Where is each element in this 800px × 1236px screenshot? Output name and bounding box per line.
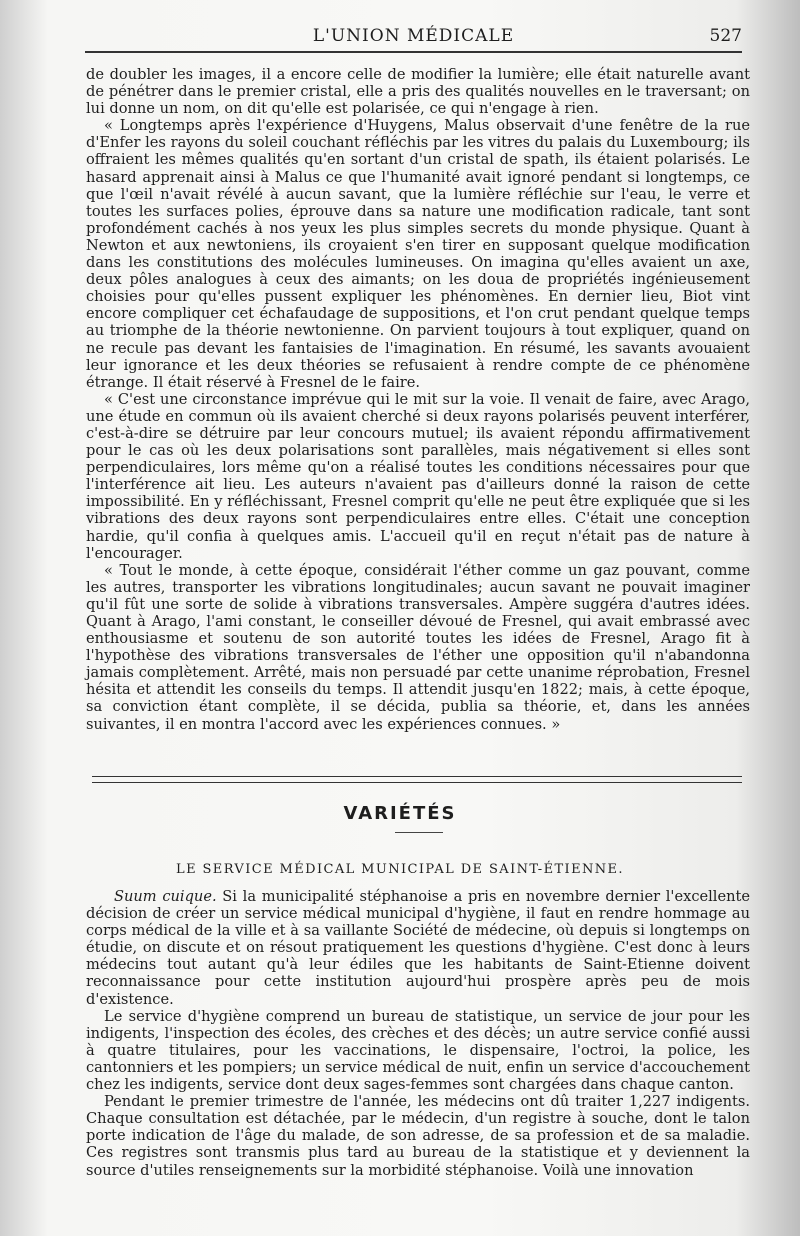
article-continuation	[86, 66, 750, 733]
section-divider	[92, 776, 742, 783]
lead-motto: Suum cuique.	[114, 888, 217, 905]
paragraph-text: Si la municipalité stéphanoise a pris en novembre dernier l'excellente décision de créer un service médical municipal d'hygiène, il faut en rendre hommage au corps médical de la ville et à sa vaillante Société de médecine, où depuis si longtemps on étudie, on discute et on résout pratiquement les questions d'hygiène. C'est donc à leurs médecins tout autant qu'à leur édiles que les habitants de Saint-Etienne doivent reconnaissance pour cette institution aujourd'hui prospère après peu de mois d'existence.	[86, 888, 750, 1008]
paragraph: « Tout le monde, à cette époque, considérait l'éther comme un gaz pouvant, comme les autres, transporter les vibrations longitudinales; aucun savant ne pouvait imaginer qu'il fût une sorte de solide à vibrations transversales. Ampère suggéra d'autres idées. Quant à Arago, l'ami constant, le conseiller dévoué de Fresnel, qui avait embrassé avec enthousiasme et soutenu de son autorité toutes les idées de Fresnel, Arago fit à l'hypothèse des vibrations transversales de l'éther une opposition qu'il n'abandonna jamais complètement. Arrêté, mais non persuadé par cette unanime réprobation, Fresnel hésita et attendit les conseils du temps. Il attendit jusqu'en 1822; mais, à cette époque, sa conviction étant complète, il se décida, publia sa théorie, et, dans les années suivantes, il en montra l'accord avec les expériences connues. »	[86, 561, 750, 733]
paragraph: Le service d'hygiène comprend un bureau de statistique, un service de jour pour les indigents, l'inspection des écoles, des crèches et des décès; un autre service confié aussi à quatre titulaires, pour les vaccinations, le dispensaire, l'octroi, la police, les cantonniers et les pompiers; un service médical de nuit, enfin un service d'accouchement chez les indigents, service dont deux sages-femmes sont chargées dans chaque canton.	[86, 1007, 750, 1094]
page-header	[85, 26, 742, 52]
article-title: LE SERVICE MÉDICAL MUNICIPAL DE SAINT-ÉTIENNE.	[176, 862, 624, 877]
running-title: L'UNION MÉDICALE	[312, 26, 515, 46]
section-title-underline	[395, 832, 443, 833]
section-title: VARIÉTÉS	[343, 803, 457, 824]
paragraph: « Longtemps après l'expérience d'Huygens, Malus observait d'une fenêtre de la rue d'Enfer les rayons du soleil couchant réfléchis par les vitres du palais du Luxembourg; ils offraient les mêmes qualités qu'en sortant d'un cristal de spath, ils étaient polarisés. Le hasard apprenait ainsi à Malus ce que l'humanité avait ignoré pendant si longtemps, ce que l'œil n'avait révélé à aucun savant, que la lumière réfléchie sur l'eau, le verre et toutes les surfaces polies, éprouve dans sa nature une modification radicale, tant sont profondément cachés à nos yeux les plus simples secrets du monde physique. Quant à Newton et aux newtoniens, ils croyaient s'en tirer en supposant quelque modification dans les constitutions des molécules lumineuses. On imagina qu'elles avaient un axe, deux pôles analogues à ceux des aimants; on les doua de propriétés ingénieusement choisies pour qu'elles pussent expliquer les phénomènes. En dernier lieu, Biot vint encore compliquer cet échafaudage de suppositions, et l'on crut pendant quelque temps au triomphe de la théorie newtonienne. On parvient toujours à tout expliquer, quand on ne recule pas devant les fantaisies de l'imagination. En résumé, les savants avouaient leur ignorance et les deux théories se refusaient à rendre compte de ce phénomène étrange. Il était réservé à Fresnel de le faire.	[86, 117, 750, 391]
paragraph: « C'est une circonstance imprévue qui le mit sur la voie. Il venait de faire, avec Arago, une étude en commun où ils avaient cherché si deux rayons polarisés peuvent interférer, c'est-à-dire se détruire par leur concours mutuel; ils avaient répondu affirmativement pour le cas où les deux polarisations sont parallèles, mais négativement si elles sont perpendiculaires, lors même qu'on a réalisé toutes les conditions nécessaires pour que l'interférence ait lieu. Les auteurs n'avaient pas d'ailleurs donné la raison de cette impossibilité. En y réfléchissant, Fresnel comprit qu'elle ne peut être expliquée que si les vibrations des deux rayons sont perpendiculaires entre elles. C'était une conception hardie, qu'il confia à quelques amis. L'accueil qu'il en reçut n'était pas de nature à l'encourager.	[86, 390, 750, 562]
article-body	[86, 888, 750, 1179]
paragraph: Pendant le premier trimestre de l'année, les médecins ont dû traiter 1,227 indigents. Chaque consultation est détachée, par le médecin, d'un registre à souche, dont le talon porte indication de l'âge du malade, de son adresse, de sa profession et de sa maladie. Ces registres sont transmis plus tard au bureau de la statistique et y deviennent la source d'utiles renseignements sur la morbidité stéphanoise. Voilà une innovation	[86, 1093, 750, 1179]
header-rule	[85, 51, 742, 53]
paragraph: de doubler les images, il a encore celle de modifier la lumière; elle était naturelle avant de pénétrer dans le premier cristal, elle a pris des qualités nouvelles en le traversant; on lui donne un nom, on dit qu'elle est polarisée, ce qui n'engage à rien.	[86, 66, 750, 118]
paragraph	[86, 888, 750, 1008]
page-number: 527	[709, 26, 742, 46]
